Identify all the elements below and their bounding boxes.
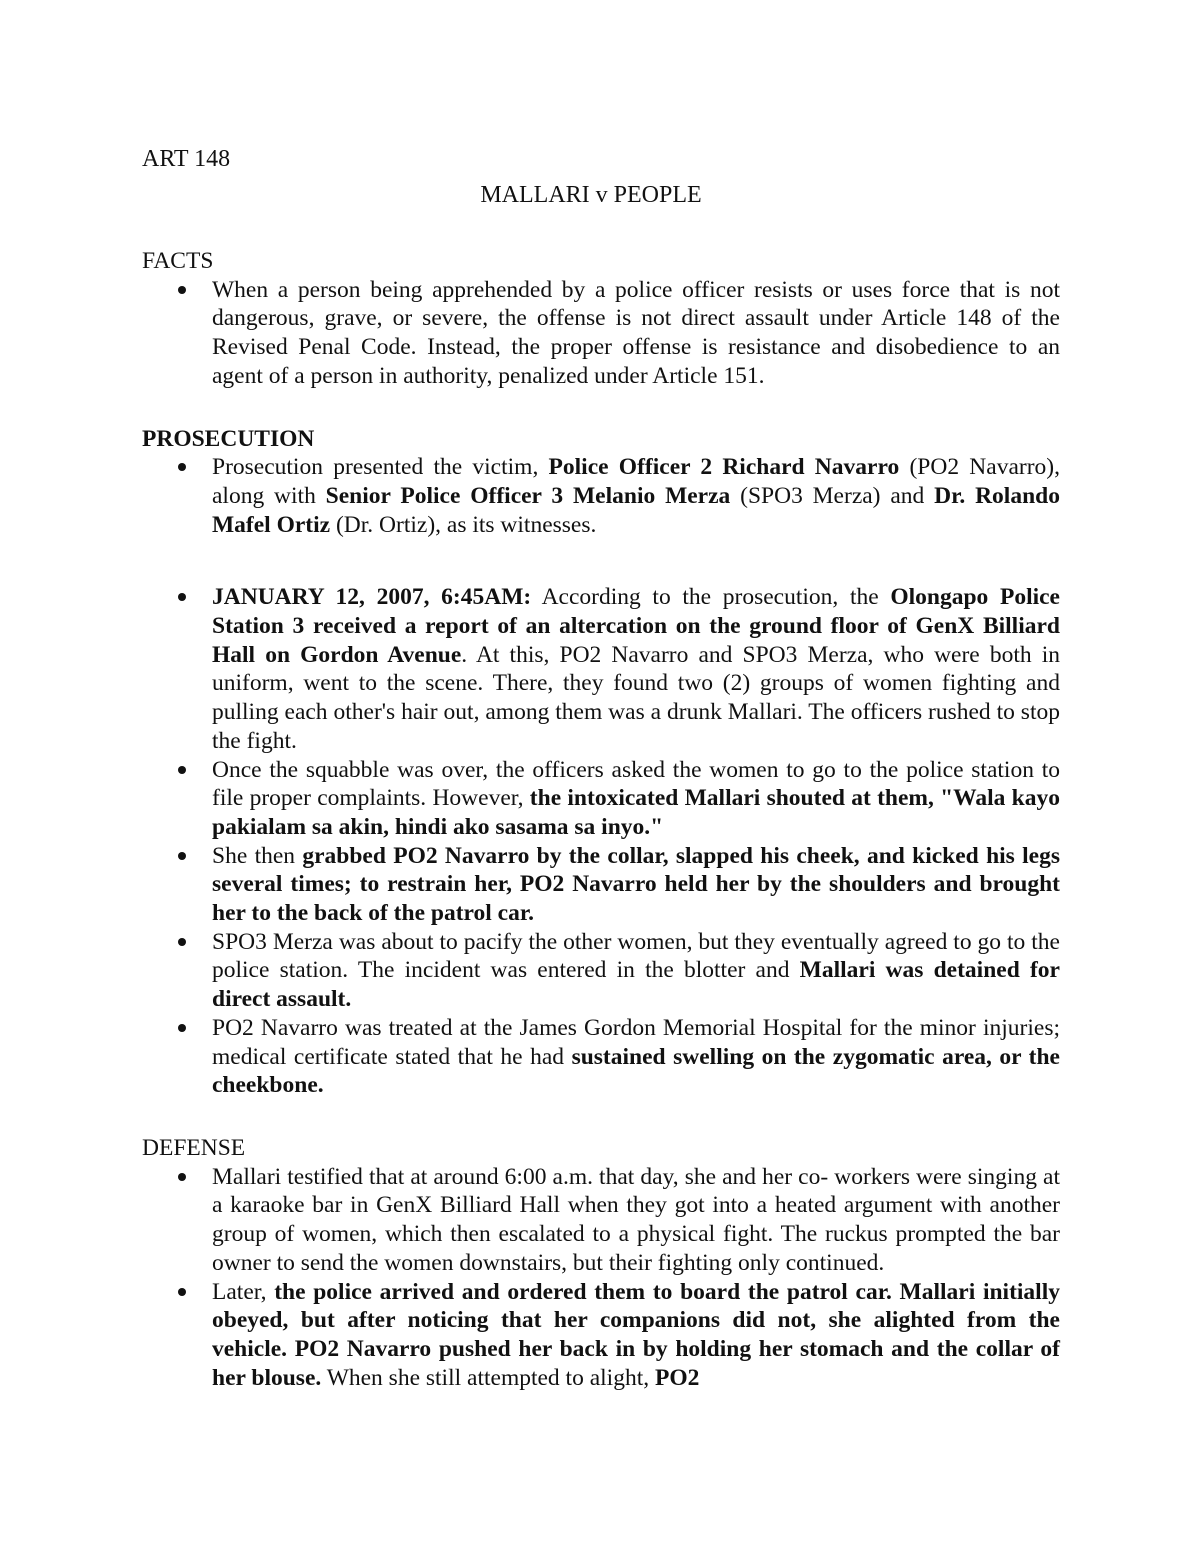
list-item: PO2 Navarro was treated at the James Gordon Memorial Hospital for the minor injuries; medical certificate stated that he had sustained swelling on the zygomatic area, or the cheekbone. <box>142 1014 1060 1100</box>
article-label: ART 148 <box>142 146 231 172</box>
bullet-icon <box>178 766 186 774</box>
list-item: Mallari testified that at around 6:00 a.m. that day, she and her co- workers were singing at a karaoke bar in GenX Billiard Hall when they got into a heated argument with another group of women, which then escalated to a physical fight. The ruckus prompted the bar owner to send the women downstairs, but their fighting only continued. <box>142 1163 1060 1278</box>
list-item: She then grabbed PO2 Navarro by the collar, slapped his cheek, and kicked his legs several times; to restrain her, PO2 Navarro held her by the shoulders and brought her to the back of the patrol car. <box>142 842 1060 928</box>
list-item: JANUARY 12, 2007, 6:45AM: According to the prosecution, the Olongapo Police Station 3 received a report of an altercation on the ground floor of GenX Billiard Hall on Gordon Avenue. At this, PO2 Navarro and SPO3 Merza, who were both in uniform, went to the scene. There, they found two (2) groups of women fighting and pulling each other's hair out, among them was a drunk Mallari. The officers rushed to stop the fight. <box>142 583 1060 755</box>
bullet-icon <box>178 286 186 294</box>
prosecution-list-b <box>142 583 1060 1100</box>
bullet-icon <box>178 938 186 946</box>
list-item: When a person being apprehended by a police officer resists or uses force that is not dangerous, grave, or severe, the offense is not direct assault under Article 148 of the Revised Penal Code. Instead, the proper offense is resistance and disobedience to an agent of a person in authority, penalized under Article 151. <box>142 276 1060 391</box>
case-title: MALLARI v PEOPLE <box>480 182 702 208</box>
list-item: Once the squabble was over, the officers asked the women to go to the police station to file proper complaints. However, the intoxicated Mallari shouted at them, "Wala kayo pakialam sa akin, hindi ako sasama sa inyo." <box>142 756 1060 842</box>
document-body <box>142 145 1060 1392</box>
bullet-icon <box>178 593 186 601</box>
list-item: SPO3 Merza was about to pacify the other women, but they eventually agreed to go to the police station. The incident was entered in the blotter and Mallari was detained for direct assault. <box>142 928 1060 1014</box>
bullet-icon <box>178 1173 186 1181</box>
bullet-icon <box>178 1024 186 1032</box>
prosecution-list-a <box>142 453 1060 539</box>
bullet-icon <box>178 1288 186 1296</box>
defense-list <box>142 1163 1060 1393</box>
list-item: Later, the police arrived and ordered them to board the patrol car. Mallari initially obeyed, but after noticing that her companions did not, she alighted from the vehicle. PO2 Navarro pushed her back in by holding her stomach and the collar of her blouse. When she still attempted to alight, PO2 <box>142 1278 1060 1393</box>
defense-heading: DEFENSE <box>142 1134 246 1161</box>
facts-heading: FACTS <box>142 248 214 274</box>
bullet-icon <box>178 463 186 471</box>
list-item: Prosecution presented the victim, Police Officer 2 Richard Navarro (PO2 Navarro), along with Senior Police Officer 3 Melanio Merza (SPO3 Merza) and Dr. Rolando Mafel Ortiz (Dr. Ortiz), as its witnesses. <box>142 453 1060 539</box>
bullet-icon <box>178 852 186 860</box>
prosecution-heading: PROSECUTION <box>142 425 315 452</box>
facts-list <box>142 276 1060 391</box>
